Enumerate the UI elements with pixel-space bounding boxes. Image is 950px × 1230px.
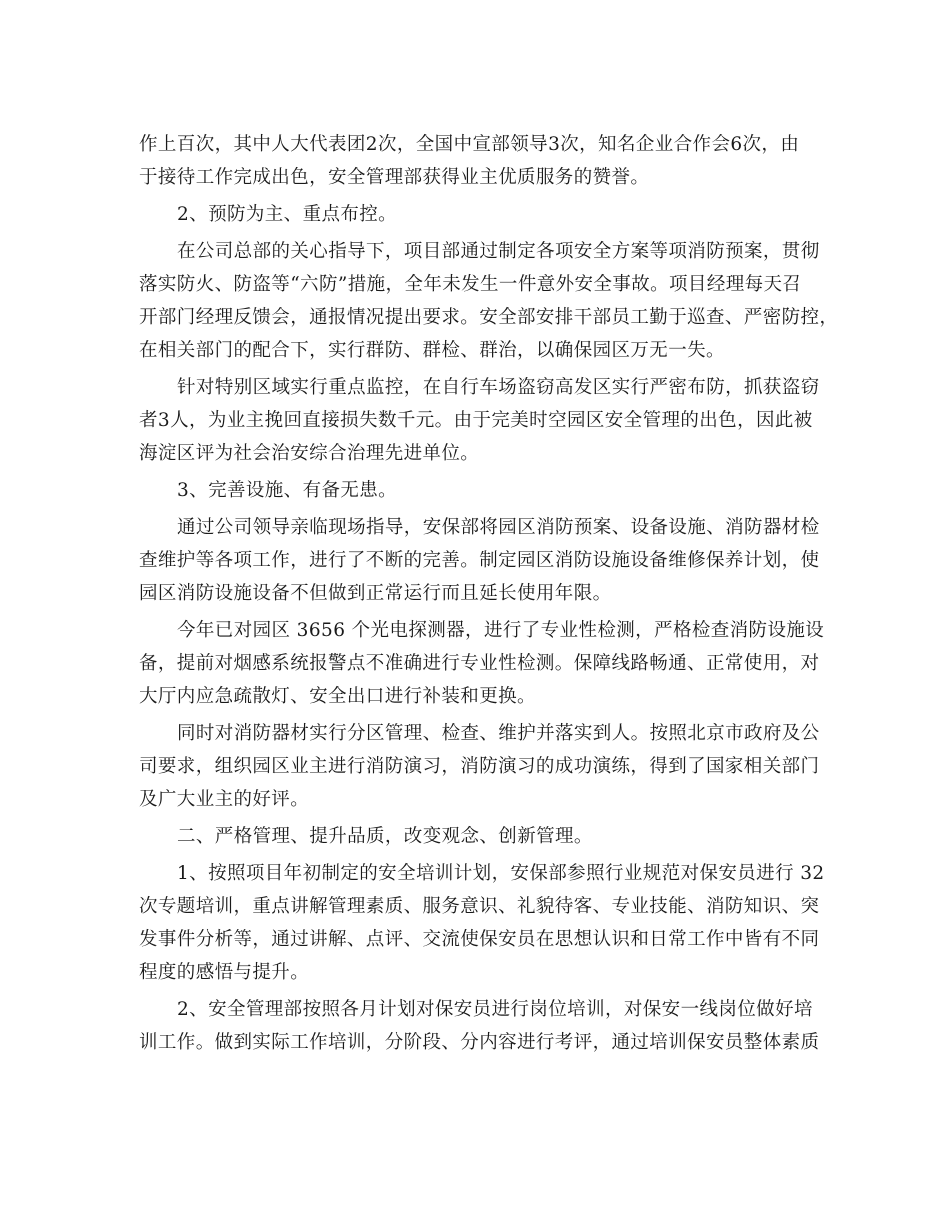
text-line: 大厅内应急疏散灯、安全出口进行补装和更换。 — [139, 686, 536, 707]
text-line: 程度的感悟与提升。 — [139, 962, 310, 983]
text-line: 者3人，为业主挽回直接损失数千元。由于完美时空园区安全管理的出色，因此被 — [139, 410, 813, 431]
text-line: 2、预防为主、重点布控。 — [177, 204, 398, 225]
text-line: 二、严格管理、提升品质，改变观念、创新管理。 — [177, 826, 593, 847]
text-line: 备，提前对烟感系统报警点不准确进行专业性检测。保障线路畅通、正常使用，对 — [139, 653, 820, 674]
text-line: 于接待工作完成出色，安全管理部获得业主优质服务的赞誉。 — [139, 167, 650, 188]
text-line: 落实防火、防盗等“六防”措施，全年未发生一件意外安全事故。项目经理每天召 — [139, 274, 802, 295]
text-line: 同时对消防器材实行分区管理、检查、维护并落实到人。按照北京市政府及公 — [177, 723, 820, 744]
text-line: 2、安全管理部按照各月计划对保安员进行岗位培训，对保安一线岗位做好培 — [177, 999, 813, 1020]
text-line: 在公司总部的关心指导下，项目部通过制定各项安全方案等项消防预案，贯彻 — [177, 241, 820, 262]
text-line: 园区消防设施设备不但做到正常运行而且延长使用年限。 — [139, 583, 612, 604]
text-line: 及广大业主的好评。 — [139, 789, 310, 810]
text-line: 海淀区评为社会治安综合治理先进单位。 — [139, 443, 480, 464]
text-line: 发事件分析等，通过讲解、点评、交流使保安员在思想认识和日常工作中皆有不同 — [139, 929, 820, 950]
text-line: 查维护等各项工作，进行了不断的完善。制定园区消防设施设备维修保养计划，使 — [139, 550, 820, 571]
document-body — [139, 128, 839, 1059]
text-line: 作上百次，其中人大代表团2次，全国中宣部领导3次，知名企业合作会6次，由 — [139, 134, 800, 155]
text-line: 3、完善设施、有备无患。 — [177, 480, 398, 501]
text-line: 1、按照项目年初制定的安全培训计划，安保部参照行业规范对保安员进行 32 — [177, 863, 825, 884]
text-line: 开部门经理反馈会，通报情况提出要求。安全部安排干部员工勤于巡查、严密防控， — [139, 307, 839, 328]
text-line: 今年已对园区 3656 个光电探测器，进行了专业性检测，严格检查消防设施设 — [177, 620, 825, 641]
text-line: 在相关部门的配合下，实行群防、群检、群治，以确保园区万无一失。 — [139, 340, 725, 361]
text-line: 司要求，组织园区业主进行消防演习，消防演习的成功演练，得到了国家相关部门 — [139, 756, 820, 777]
text-line: 次专题培训，重点讲解管理素质、服务意识、礼貌待客、专业技能、消防知识、突 — [139, 896, 820, 917]
text-line: 通过公司领导亲临现场指导，安保部将园区消防预案、设备设施、消防器材检 — [177, 517, 820, 538]
text-line: 针对特别区域实行重点监控，在自行车场盗窃高发区实行严密布防，抓获盗窃 — [177, 377, 820, 398]
text-line: 训工作。做到实际工作培训，分阶段、分内容进行考评，通过培训保安员整体素质 — [139, 1032, 820, 1053]
